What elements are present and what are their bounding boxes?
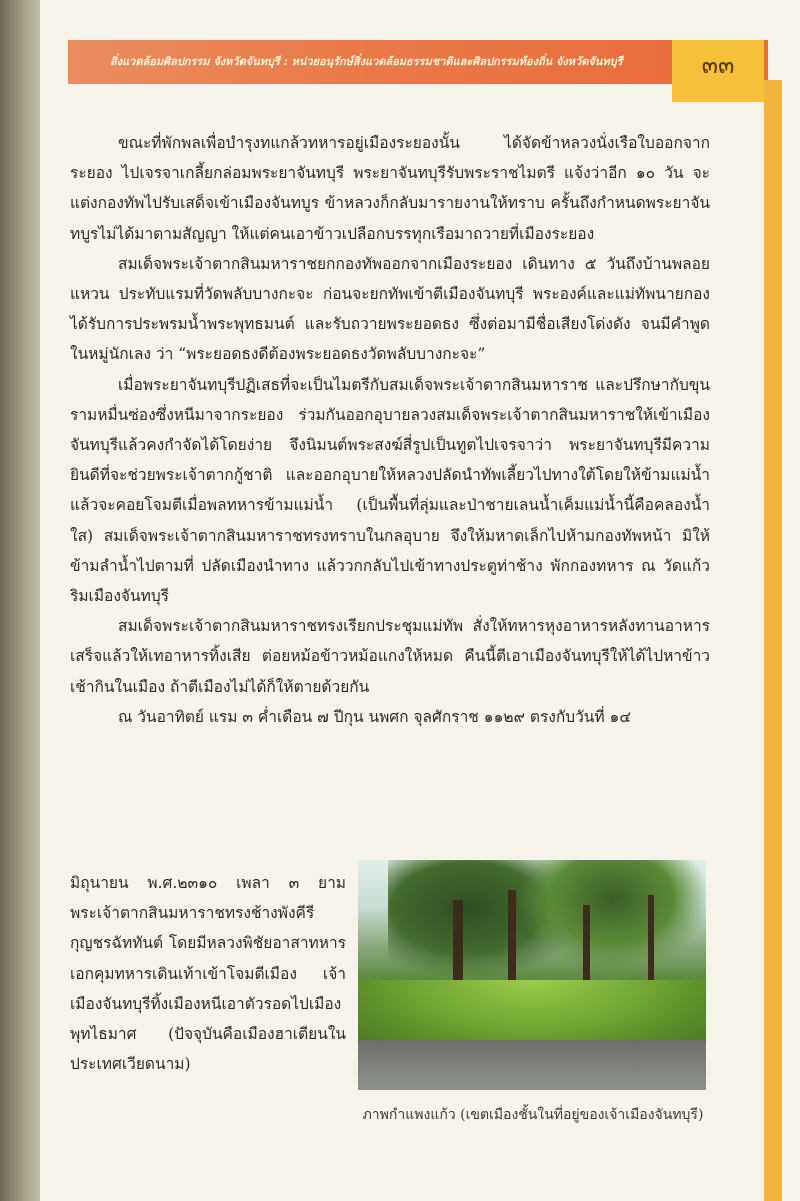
tree-trunk [648, 895, 654, 990]
tree-canopy [518, 860, 706, 970]
paragraph: ขณะที่พักพลเพื่อบำรุงทแกล้วทหารอยู่เมืองระยองนั้น ได้จัดข้าหลวงนั่งเรือใบออกจากระยอง ไปเจรจาเกลี้ยกล่อมพระยาจันทบุรี พระยาจันทบุรีรับพระราชไมตรี แจ้งว่าอีก ๑๐ วัน จะแต่งกองทัพไปรับเสด็จเข้าเมืองจันทบูร ข้าหลวงก็กลับมารายงานให้ทราบ ครั้นถึงกำหนดพระยาจันทบูรไม่ได้มาตามสัญญา ให้แต่คนเอาข้าวเปลือกบรรทุกเรือมาถวายที่เมืองระยอง [70, 134, 710, 243]
paragraph: ณ วันอาทิตย์ แรม ๓ ค่ำเดือน ๗ ปีกุน นพศก จุลศักราช ๑๑๒๙ ตรงกับวันที่ ๑๔ [118, 707, 632, 726]
road [358, 1040, 706, 1090]
page-number: ๓๓ [701, 51, 735, 79]
paragraph: สมเด็จพระเจ้าตากสินมหาราชทรงเรียกประชุมแม่ทัพ สั่งให้ทหารหุงอาหารหลังทานอาหารเสร็จแล้วให้เทอาหารทิ้งเสีย ต่อยหม้อข้าวหม้อแกงให้หมด คืนนี้ตีเอาเมืองจันทบุรีให้ได้ไปหาข้าวเช้ากินในเมือง ถ้าตีเมืองไม่ได้ก็ให้ตายด้วยกัน [70, 617, 710, 696]
photo-caption: ภาพกำแพงแก้ว (เขตเมืองชั้นในที่อยู่ของเจ้าเมืองจันทบุรี) [362, 1107, 704, 1123]
body-text [70, 128, 710, 732]
side-accent-bar [764, 80, 782, 1201]
paragraph: เมื่อพระยาจันทบุรีปฏิเสธที่จะเป็นไมตรีกับสมเด็จพระเจ้าตากสินมหาราช และปรึกษากับขุนรามหมื่นซ่องซึ่งหนีมาจากระยอง ร่วมกันออกอุบายลวงสมเด็จพระเจ้าตากสินมหาราชให้เข้าเมืองจันทบุรีแล้วคงกำจัดได้โดยง่าย จึงนิมนต์พระสงฆ์สี่รูปเป็นทูตไปเจรจาว่า พระยาจันทบุรีมีความยินดีที่จะช่วยพระเจ้าตากกู้ชาติ และออกอุบายให้หลวงปลัดนำทัพเลี้ยวไปทางใต้โดยให้ข้ามแม่น้ำแล้วจะคอยโจมตีเมื่อพลทหารข้ามแม่น้ำ (เป็นพื้นที่ลุ่มและป่าชายเลนน้ำเค็มแม่น้ำนี้คือคลองน้ำใส) สมเด็จพระเจ้าตากสินมหาราชทรงทราบในกลอุบาย จึงให้มหาดเล็กไปห้ามกองทัพหน้า มิให้ข้ามลำน้ำไปตามที่ ปลัดเมืองนำทาง แล้ววกกลับไปเข้าทางประตูท่าช้าง พักกองทหาร ณ วัดแก้ว ริมเมืองจันทบุรี [70, 375, 710, 606]
paragraph: สมเด็จพระเจ้าตากสินมหาราชยกกองทัพออกจากเมืองระยอง เดินทาง ๕ วันถึงบ้านพลอยแหวน ประทับแรมที่วัดพลับบางกะจะ ก่อนจะยกทัพเข้าตีเมืองจันทบุรี พระองค์และแม่ทัพนายกองได้รับการประพรมน้ำพระพุทธมนต์ และรับถวายพระยอดธง ซึ่งต่อมามีชื่อเสียงโด่งดัง จนมีคำพูดในหมู่นักเลง ว่า “พระยอดธงดีต้องพระยอดธงวัดพลับบางกะจะ” [70, 254, 710, 364]
wall-photo [358, 860, 706, 1090]
running-title: สิ่งแวดล้อมศิลปกรรม จังหวัดจันทบุรี : หน่วยอนุรักษ์สิ่งแวดล้อมธรรมชาติและศิลปกรรมท้องถิ่น จังหวัดจันทบุรี [110, 55, 623, 68]
wrapped-paragraph: มิถุนายน พ.ศ.๒๓๑๐ เพลา ๓ ยาม พระเจ้าตากสินมหาราชทรงช้างพังคีรีกุญชรฉัททันต์ โดยมีหลวงพิชัยอาสาทหารเอกคุมทหารเดินเท้าเข้าโจมตีเมือง เจ้าเมืองจันทบุรีทิ้งเมืองหนีเอาตัวรอดไปเมืองพุทไธมาศ (ปัจจุบันคือเมืองฮาเตียนในประเทศเวียดนาม) [70, 874, 346, 1074]
